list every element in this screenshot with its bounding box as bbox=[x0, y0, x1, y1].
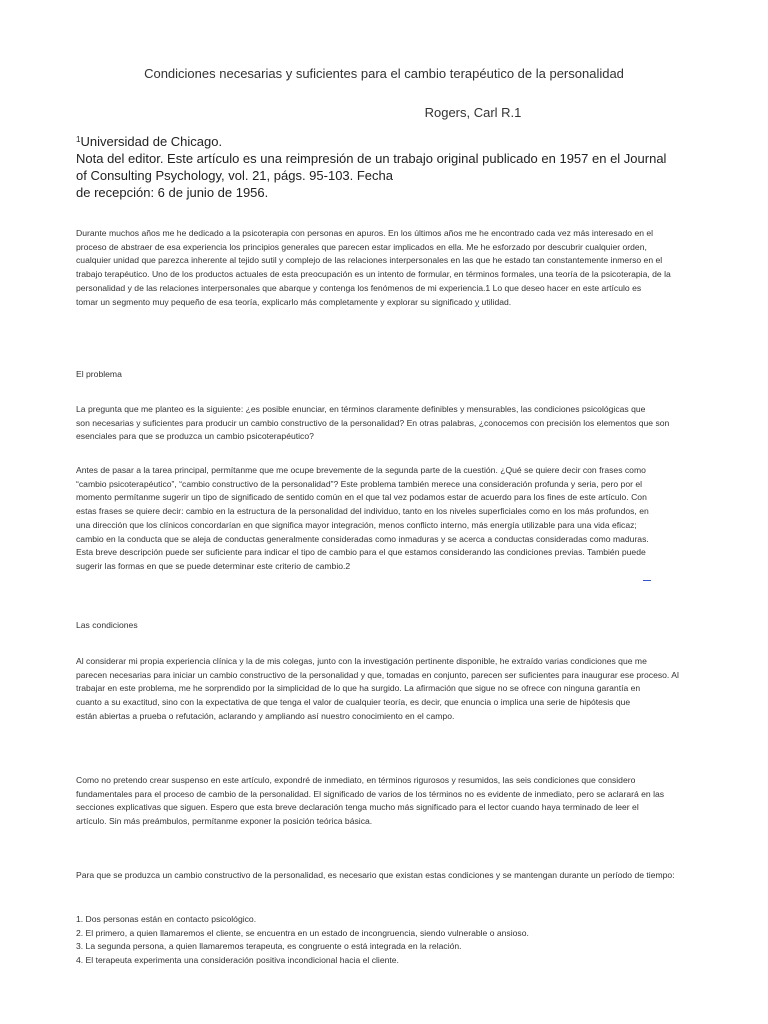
link-underline-mark bbox=[643, 580, 651, 581]
conditions-paragraph-2 bbox=[76, 774, 696, 829]
paragraph-line: fundamentales para el proceso de cambio de la personalidad. El significado de varios de los términos no es evidente de inmediato, pero se aclarará en las bbox=[76, 788, 665, 799]
paragraph-line: cambio en la conducta que se aleja de conductas generalmente consideradas como inmaduras y se acerca a conductas consideradas como maduras. bbox=[76, 533, 649, 544]
document-author: Rogers, Carl R.1 bbox=[424, 105, 522, 120]
conditions-paragraph-1 bbox=[76, 655, 696, 724]
list-item: 2. El primero, a quien llamaremos el cliente, se encuentra en un estado de incongruencia, siendo vulnerable o ansioso. bbox=[76, 927, 529, 938]
paragraph-line bbox=[76, 296, 696, 310]
text-span: tomar un segmento muy pequeño de esa teoría, explicarlo más completamente y explorar su significado bbox=[76, 296, 475, 307]
paragraph-line: sugerir las formas en que se puede determinar este criterio de cambio.2 bbox=[76, 560, 351, 571]
problem-paragraph-2 bbox=[76, 464, 696, 574]
conditions-paragraph-3 bbox=[76, 869, 696, 883]
affiliation-institution bbox=[76, 133, 696, 150]
paragraph-line: “cambio psicoterapéutico”, “cambio constructivo de la personalidad”? Este problema también merece una consideración profunda y seria, pero por el bbox=[76, 478, 643, 489]
paragraph-line: trabajar en este problema, me he sorprendido por la simplicidad de lo que ha surgido. La afirmación que sigue no se ofrece con ninguna garantía en bbox=[76, 683, 641, 694]
editor-note-line: of Consulting Psychology, vol. 21, págs. 95-103. Fecha bbox=[76, 168, 394, 183]
editor-note-line: de recepción: 6 de junio de 1956. bbox=[76, 185, 269, 200]
paragraph-line: esenciales para que se produzca un cambio psicoterapéutico? bbox=[76, 431, 314, 442]
underlined-word: y bbox=[474, 296, 480, 307]
document-title: Condiciones necesarias y suficientes para el cambio terapéutico de la personalidad bbox=[144, 66, 624, 81]
editor-note-line: Nota del editor. Este artículo es una reimpresión de un trabajo original publicado en 1957 en el Journal bbox=[76, 151, 667, 166]
problem-paragraph-1 bbox=[76, 403, 696, 444]
paragraph-line: cuanto a su exactitud, sino con la expectativa de que tenga el valor de cualquier teoría, es decir, que enuncia o implica una serie de hipótesis que bbox=[76, 697, 631, 708]
paragraph-line: parecen necesarias para iniciar un cambio constructivo de la personalidad y que, tomadas en conjunto, parecen ser suficientes para inaugurar ese proceso. Al bbox=[76, 669, 679, 680]
section-heading-problem: El problema bbox=[76, 369, 122, 379]
list-item: 1. Dos personas están en contacto psicológico. bbox=[76, 914, 257, 924]
paragraph-line: secciones explicativas que siguen. Espero que esta breve declaración tenga mucho más significado para el lector cuando haya terminado de leer el bbox=[76, 802, 639, 813]
list-item: 3. La segunda persona, a quien llamaremos terapeuta, es congruente o está integrada en la relación. bbox=[76, 941, 462, 952]
paragraph-line: son necesarias y suficientes para producir un cambio constructivo de la personalidad? En otras palabras, ¿conocemos con precisión los elementos que son bbox=[76, 417, 670, 428]
paragraph-line: una dirección que los clínicos concordarían en que significa mayor integración, menos conflicto interno, más energía utilizable para una vida eficaz; bbox=[76, 519, 637, 530]
paragraph-line: Esta breve descripción puede ser suficiente para indicar el tipo de cambio para el que estamos considerando las condiciones previas. También puede bbox=[76, 547, 646, 558]
section-heading-conditions: Las condiciones bbox=[76, 620, 138, 630]
paragraph-line: cualquier unidad que parezca inherente al tejido sutil y complejo de las relaciones interpersonales en las que he estado tan constantemente inmerso en el bbox=[76, 255, 663, 266]
paragraph-line: momento permítanme sugerir un tipo de significado de sentido común en el que tal vez podamos estar de acuerdo para los fines de este artículo. Con bbox=[76, 492, 647, 503]
paragraph-line: proceso de abstraer de esa experiencia los principios generales que parecen estar implicados en ella. Me he esforzado por descubrir cualquier orden, bbox=[76, 241, 647, 252]
paragraph-line: personalidad y de las relaciones interpersonales que abarque y contenga los fenómenos de mi experiencia.1 Lo que deseo hacer en este artículo es bbox=[76, 282, 642, 293]
intro-paragraph bbox=[76, 227, 696, 309]
paragraph-line: Al considerar mi propia experiencia clínica y la de mis colegas, junto con la investigación pertinente disponible, he extraído varias condiciones que me bbox=[76, 656, 647, 666]
affiliation-block bbox=[76, 133, 696, 201]
list-item: 4. El terapeuta experimenta una consideración positiva incondicional hacia el cliente. bbox=[76, 955, 399, 966]
institution-name: Universidad de Chicago. bbox=[80, 134, 223, 149]
paragraph-line: estas frases se quiere decir: cambio en la estructura de la personalidad del individuo, tanto en los niveles superficiales como en los más profundos, en bbox=[76, 506, 649, 517]
paragraph-line: Como no pretendo crear suspenso en este artículo, expondré de inmediato, en términos rigurosos y resumidos, las seis condiciones que considero bbox=[76, 775, 636, 785]
paragraph-line: La pregunta que me planteo es la siguiente: ¿es posible enunciar, en términos claramente definibles y mensurables, las condiciones psicológicas que bbox=[76, 404, 646, 414]
paragraph-line: están abiertas a prueba o refutación, aclarando y ampliando así nuestro conocimiento en el campo. bbox=[76, 710, 455, 721]
conditions-list bbox=[76, 913, 696, 968]
paragraph-line: Antes de pasar a la tarea principal, permítanme que me ocupe brevemente de la segunda parte de la cuestión. ¿Qué se quiere decir con frases como bbox=[76, 465, 646, 475]
paragraph-line: Durante muchos años me he dedicado a la psicoterapia con personas en apuros. En los últimos años me he encontrado cada vez más interesado en el bbox=[76, 228, 654, 238]
paragraph-line: Para que se produzca un cambio constructivo de la personalidad, es necesario que existan estas condiciones y se mantengan durante un período de tiempo: bbox=[76, 870, 675, 880]
paragraph-line: artículo. Sin más preámbulos, permítanme exponer la posición teórica básica. bbox=[76, 816, 373, 827]
footnote-marker: 1 bbox=[76, 135, 81, 144]
paragraph-line: trabajo terapéutico. Uno de los productos actuales de esta preocupación es un intento de formular, en términos formales, una teoría de la psicoterapia, de la bbox=[76, 269, 671, 280]
text-span: utilidad. bbox=[479, 296, 512, 307]
